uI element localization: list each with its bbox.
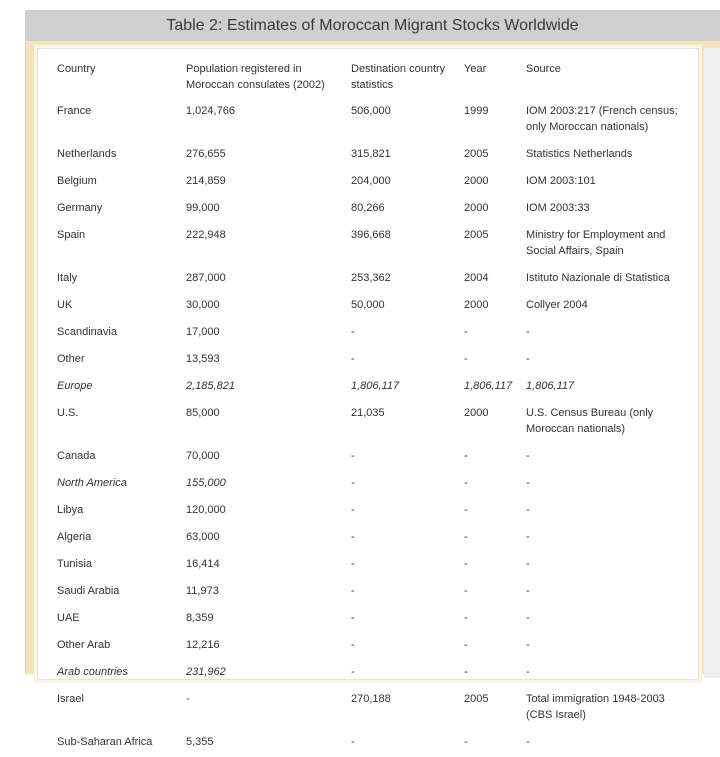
cell-country: Canada bbox=[57, 450, 96, 462]
cell-consulates: 8,359 bbox=[186, 612, 214, 624]
cell-consulates: 12,216 bbox=[186, 639, 220, 651]
cell-source: - bbox=[526, 639, 530, 651]
table-row bbox=[57, 606, 686, 633]
cell-country: Netherlands bbox=[57, 148, 117, 160]
table-panel bbox=[37, 48, 699, 748]
cell-destination: - bbox=[351, 353, 355, 365]
cell-year: 2005 bbox=[464, 229, 489, 241]
cell-source: - bbox=[526, 666, 530, 678]
header-country: Country bbox=[57, 63, 96, 75]
cell-year: 2004 bbox=[464, 272, 489, 284]
cell-year: - bbox=[464, 585, 468, 597]
table-row bbox=[57, 266, 686, 293]
table-row bbox=[57, 347, 686, 374]
cell-year: - bbox=[464, 639, 468, 651]
cell-year: 2000 bbox=[464, 175, 489, 187]
cell-source: U.S. Census Bureau (only Moroccan nationals) bbox=[526, 407, 654, 435]
cell-year: - bbox=[464, 612, 468, 624]
cell-destination: 396,668 bbox=[351, 229, 391, 241]
cell-destination: - bbox=[351, 326, 355, 338]
cell-consulates: 214,859 bbox=[186, 175, 226, 187]
migrant-stocks-table bbox=[57, 60, 686, 757]
cell-source: - bbox=[526, 450, 530, 462]
cell-country: Arab countries bbox=[57, 666, 128, 678]
cell-consulates: 5,355 bbox=[186, 736, 214, 748]
cell-destination: - bbox=[351, 558, 355, 570]
cell-country: U.S. bbox=[57, 407, 79, 419]
table-row bbox=[57, 730, 686, 757]
header-source: Source bbox=[526, 63, 561, 75]
cell-consulates: 30,000 bbox=[186, 299, 220, 311]
cell-year: 2000 bbox=[464, 407, 489, 419]
cell-source: IOM 2003:101 bbox=[526, 175, 596, 187]
cell-country: Other bbox=[57, 353, 85, 365]
cell-source: IOM 2003:33 bbox=[526, 202, 590, 214]
cell-source: Istituto Nazionale di Statistica bbox=[526, 272, 670, 284]
cell-country: Italy bbox=[57, 272, 78, 284]
table-row bbox=[57, 444, 686, 471]
cell-country: France bbox=[57, 105, 92, 117]
cell-consulates: 222,948 bbox=[186, 229, 226, 241]
cell-source: Collyer 2004 bbox=[526, 299, 588, 311]
cell-country: North America bbox=[57, 477, 127, 489]
cell-source: Ministry for Employment and Social Affairs, Spain bbox=[526, 229, 666, 257]
table-row bbox=[57, 498, 686, 525]
cell-source: - bbox=[526, 531, 530, 543]
table-row bbox=[57, 401, 686, 444]
cell-source: Statistics Netherlands bbox=[526, 148, 633, 160]
cell-source: - bbox=[526, 585, 530, 597]
table-row bbox=[57, 525, 686, 552]
cell-consulates: 99,000 bbox=[186, 202, 220, 214]
cell-source: - bbox=[526, 736, 530, 748]
cell-consulates: 287,000 bbox=[186, 272, 226, 284]
cell-country: Germany bbox=[57, 202, 103, 214]
cell-destination: - bbox=[351, 612, 355, 624]
table-row bbox=[57, 471, 686, 498]
cell-destination: - bbox=[351, 531, 355, 543]
cell-consulates: 276,655 bbox=[186, 148, 226, 160]
table-row bbox=[57, 223, 686, 266]
cell-country: Saudi Arabia bbox=[57, 585, 120, 597]
cell-country: Belgium bbox=[57, 175, 97, 187]
cell-destination: 21,035 bbox=[351, 407, 385, 419]
cell-consulates: 63,000 bbox=[186, 531, 220, 543]
cell-destination: 80,266 bbox=[351, 202, 385, 214]
table-caption: Table 2: Estimates of Moroccan Migrant Stocks Worldwide bbox=[25, 10, 720, 41]
cell-year: - bbox=[464, 531, 468, 543]
cell-source: Total immigration 1948-2003 (CBS Israel) bbox=[526, 693, 665, 721]
table-frame bbox=[25, 41, 720, 748]
cell-country: Algeria bbox=[57, 531, 92, 543]
cell-consulates: 17,000 bbox=[186, 326, 220, 338]
cell-country: Europe bbox=[57, 380, 93, 392]
table-row bbox=[57, 293, 686, 320]
cell-country: Scandinavia bbox=[57, 326, 117, 338]
cell-destination: - bbox=[351, 504, 355, 516]
scroll-gutter bbox=[704, 48, 720, 678]
cell-source: - bbox=[526, 504, 530, 516]
cell-consulates: 70,000 bbox=[186, 450, 220, 462]
cell-year: 1999 bbox=[464, 105, 489, 117]
cell-source: - bbox=[526, 477, 530, 489]
cell-consulates: 120,000 bbox=[186, 504, 226, 516]
cell-year: - bbox=[464, 736, 468, 748]
cell-consulates: 11,973 bbox=[186, 585, 219, 597]
cell-consulates: 13,593 bbox=[186, 353, 220, 365]
table-row bbox=[57, 99, 686, 142]
cell-country: UK bbox=[57, 299, 73, 311]
cell-destination: 270,188 bbox=[351, 693, 391, 705]
cell-destination: - bbox=[351, 450, 355, 462]
table-row bbox=[57, 169, 686, 196]
cell-consulates: 155,000 bbox=[186, 477, 226, 489]
header-destination: Destination country statistics bbox=[351, 63, 446, 91]
cell-source: IOM 2003:217 (French census; only Moroccan nationals) bbox=[526, 105, 678, 133]
cell-destination: - bbox=[351, 639, 355, 651]
cell-year: - bbox=[464, 666, 468, 678]
cell-source: - bbox=[526, 353, 530, 365]
table-row bbox=[57, 552, 686, 579]
table-row bbox=[57, 196, 686, 223]
cell-source: - bbox=[526, 612, 530, 624]
cell-year: 1,806,117 bbox=[464, 380, 513, 392]
cell-consulates: 231,962 bbox=[186, 666, 226, 678]
cell-country: Sub-Saharan Africa bbox=[57, 736, 153, 748]
cell-year: - bbox=[464, 504, 468, 516]
cell-year: - bbox=[464, 450, 468, 462]
table-row bbox=[57, 374, 686, 401]
cell-year: - bbox=[464, 477, 468, 489]
cell-year: 2005 bbox=[464, 693, 489, 705]
cell-consulates: 2,185,821 bbox=[186, 380, 235, 392]
cell-country: Tunisia bbox=[57, 558, 93, 570]
cell-country: Israel bbox=[57, 693, 84, 705]
cell-destination: - bbox=[351, 585, 355, 597]
table-row bbox=[57, 142, 686, 169]
cell-year: 2005 bbox=[464, 148, 489, 160]
cell-year: - bbox=[464, 326, 468, 338]
cell-source: - bbox=[526, 326, 530, 338]
header-year: Year bbox=[464, 63, 487, 75]
cell-destination: 506,000 bbox=[351, 105, 391, 117]
cell-country: UAE bbox=[57, 612, 80, 624]
cell-destination: 315,821 bbox=[351, 148, 391, 160]
cell-destination: 253,362 bbox=[351, 272, 391, 284]
cell-consulates: 85,000 bbox=[186, 407, 220, 419]
cell-consulates: 16,414 bbox=[186, 558, 220, 570]
cell-destination: 204,000 bbox=[351, 175, 391, 187]
table-row bbox=[57, 320, 686, 347]
cell-consulates: - bbox=[186, 693, 190, 705]
table-row bbox=[57, 687, 686, 730]
cell-year: 2000 bbox=[464, 299, 489, 311]
table-header-row bbox=[57, 60, 686, 99]
cell-country: Libya bbox=[57, 504, 84, 516]
cell-country: Other Arab bbox=[57, 639, 111, 651]
cell-country: Spain bbox=[57, 229, 86, 241]
table-row bbox=[57, 579, 686, 606]
cell-destination: 50,000 bbox=[351, 299, 385, 311]
cell-destination: - bbox=[351, 477, 355, 489]
cell-year: - bbox=[464, 558, 468, 570]
cell-destination: 1,806,117 bbox=[351, 380, 400, 392]
cell-destination: - bbox=[351, 666, 355, 678]
table-row bbox=[57, 633, 686, 660]
header-consulates: Population registered in Moroccan consulates (2002) bbox=[186, 63, 325, 91]
cell-year: 2000 bbox=[464, 202, 489, 214]
cell-source: - bbox=[526, 558, 530, 570]
cell-destination: - bbox=[351, 736, 355, 748]
cell-source: 1,806,117 bbox=[526, 380, 575, 392]
cell-consulates: 1,024,766 bbox=[186, 105, 235, 117]
cell-year: - bbox=[464, 353, 468, 365]
